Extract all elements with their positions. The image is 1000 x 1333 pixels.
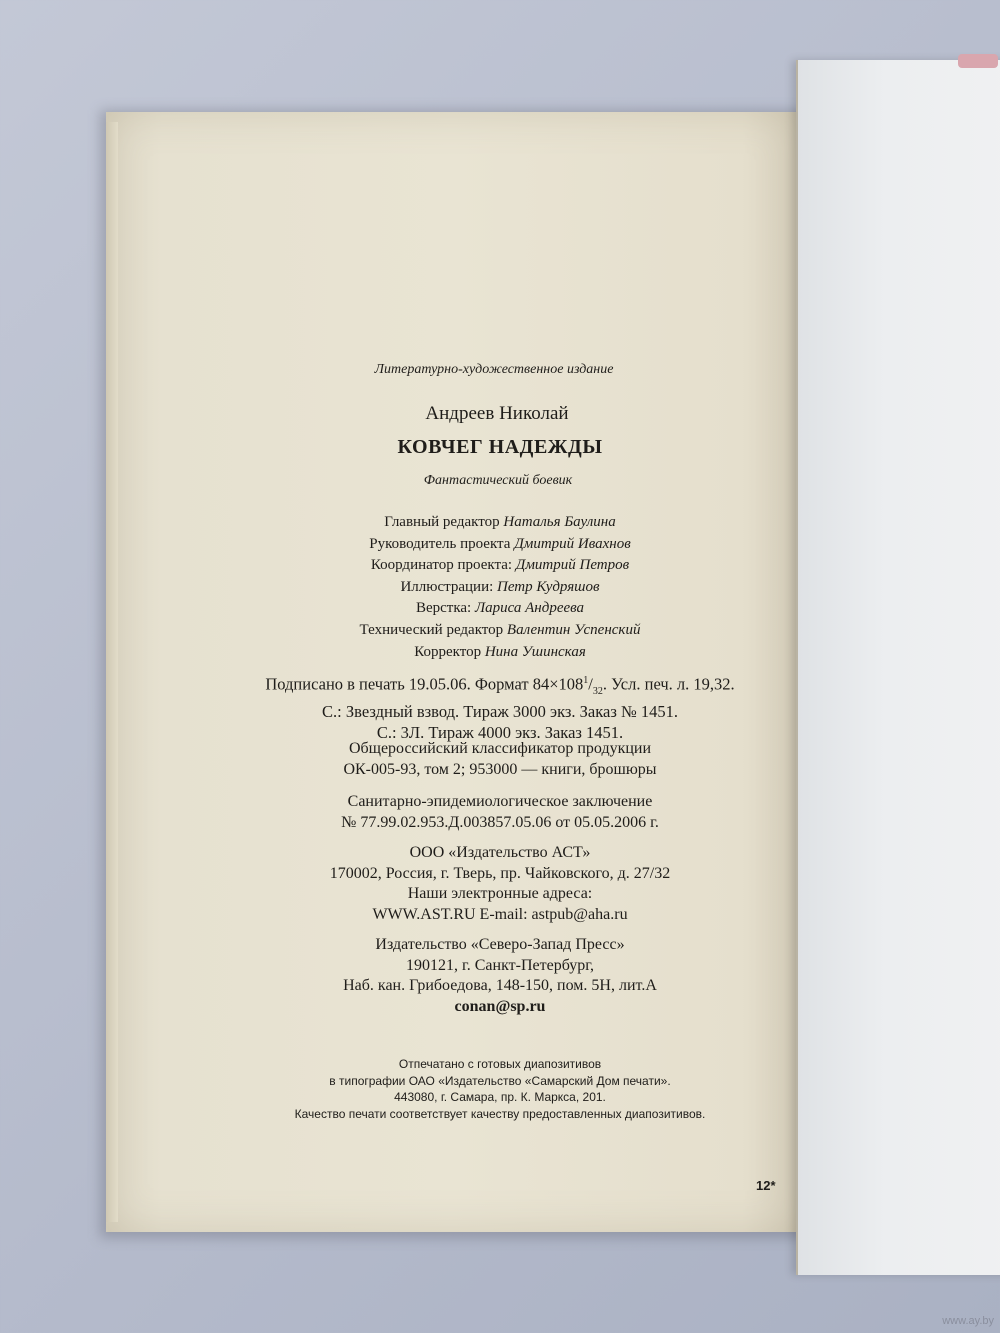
credit-line: Главный редактор Наталья Баулина [384, 514, 616, 530]
bookmark-tab [958, 54, 998, 68]
genre-label: Фантастический боевик [423, 473, 573, 488]
publisher-line: ООО «Издательство АСТ» [409, 844, 591, 861]
credit-line: Иллюстрации: Петр Кудряшов [400, 578, 600, 595]
series-label: Литературно-художественное издание [374, 362, 614, 377]
credit-line: Координатор проекта: Дмитрий Петров [370, 557, 630, 574]
credits-list [300, 512, 700, 663]
watermark: www.ay.by [942, 1315, 994, 1327]
credit-line: Корректор Нина Ушинская [414, 643, 586, 660]
page-number: 12* [756, 1178, 776, 1193]
credit-line: Руководитель проекта Дмитрий Ивахнов [369, 535, 631, 552]
nw-publisher-line: 190121, г. Санкт-Петербург, [405, 956, 594, 974]
classifier-line: ОК-005-93, том 2; 953000 — книги, брошюры [343, 760, 657, 778]
sanitary-line: № 77.99.02.953.Д.003857.05.06 от 05.05.2006 г. [341, 813, 659, 831]
publisher-info [200, 843, 800, 925]
print-info-line: Подписано в печать 19.05.06. Формат $84\times 108^1/_{32}$. Усл. печ. л. 19,32. [265, 674, 735, 697]
publisher-line: Наши электронные адреса: [407, 885, 593, 902]
printing-line: Качество печати соответствует качеству предоставленных диапозитивов. [294, 1106, 706, 1121]
print-info-line: С.: 3Л. Тираж 4000 экз. Заказ 1451. [376, 722, 624, 742]
nw-publisher-email: conan@sp.ru [454, 997, 546, 1015]
classifier-line: Общероссийский классификатор продукции [348, 740, 652, 757]
sanitary-line: Санитарно-эпидемиологическое заключение [347, 793, 653, 810]
book-page-right [796, 60, 1000, 1275]
book-title: КОВЧЕГ НАДЕЖДЫ [397, 436, 603, 458]
publisher-line: 170002, Россия, г. Тверь, пр. Чайковского, д. 27/32 [329, 864, 671, 882]
classifier-info [200, 739, 800, 780]
publisher-line: WWW.AST.RU E-mail: astpub@aha.ru [372, 905, 628, 923]
sanitary-info [200, 792, 800, 833]
nw-publisher-line: Наб. кан. Грибоедова, 148-150, пом. 5Н, лит.А [343, 977, 657, 994]
printing-line: в типографии ОАО «Издательство «Самарский Дом печати». [329, 1073, 671, 1088]
printing-line: Отпечатано с готовых диапозитивов [398, 1057, 602, 1071]
print-info-line: С.: Звездный взвод. Тираж 3000 экз. Заказ № 1451. [322, 702, 678, 722]
page-edge [106, 122, 118, 1222]
nw-publisher-line: Издательство «Северо-Запад Пресс» [375, 936, 625, 953]
nw-publisher-info [200, 935, 800, 1017]
author-name: Андреев Николай [425, 403, 569, 424]
printing-info [200, 1056, 800, 1122]
print-info [200, 671, 800, 743]
credit-line: Технический редактор Валентин Успенский [359, 621, 641, 638]
printing-line: 443080, г. Самара, пр. К. Маркса, 201. [394, 1090, 606, 1104]
credit-line: Верстка: Лариса Андреева [415, 600, 585, 617]
